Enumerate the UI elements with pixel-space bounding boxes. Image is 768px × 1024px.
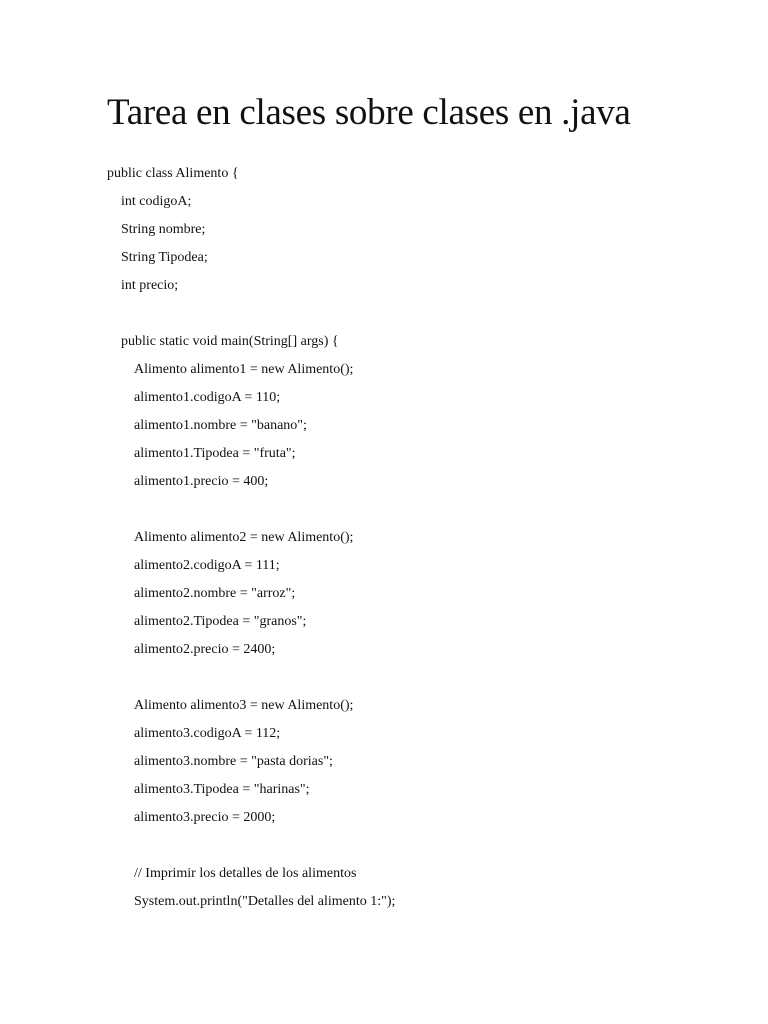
code-line: alimento1.codigoA = 110; [134,390,281,405]
code-line: alimento3.nombre = "pasta dorias"; [134,754,333,769]
code-line: Alimento alimento2 = new Alimento(); [134,530,354,545]
code-line: alimento2.codigoA = 111; [134,558,280,573]
code-line: alimento2.Tipodea = "granos"; [134,614,307,629]
code-line: alimento3.codigoA = 112; [134,726,281,741]
code-line [107,834,747,862]
code-line: Alimento alimento3 = new Alimento(); [134,698,354,713]
code-line: int precio; [121,278,179,293]
code-line: System.out.println("Detalles del alimento 1:"); [134,894,396,909]
code-line: String nombre; [121,222,206,237]
code-line: public class Alimento { [107,166,239,181]
code-line: alimento1.precio = 400; [134,474,269,489]
code-line [107,302,747,330]
code-line [107,498,747,526]
code-line: alimento3.Tipodea = "harinas"; [134,782,310,797]
code-line: alimento2.precio = 2400; [134,642,276,657]
code-line: alimento3.precio = 2000; [134,810,276,825]
code-line: alimento1.Tipodea = "fruta"; [134,446,296,461]
code-line: public static void main(String[] args) { [121,334,339,349]
code-line: int codigoA; [121,194,192,209]
code-line: Alimento alimento1 = new Alimento(); [134,362,354,377]
code-line [107,666,747,694]
code-line: String Tipodea; [121,250,208,265]
code-line: alimento2.nombre = "arroz"; [134,586,296,601]
document-title: Tarea en clases sobre clases en .java [107,92,631,133]
code-line: alimento1.nombre = "banano"; [134,418,307,433]
code-block [107,162,747,918]
code-line: // Imprimir los detalles de los alimentos [134,866,357,881]
